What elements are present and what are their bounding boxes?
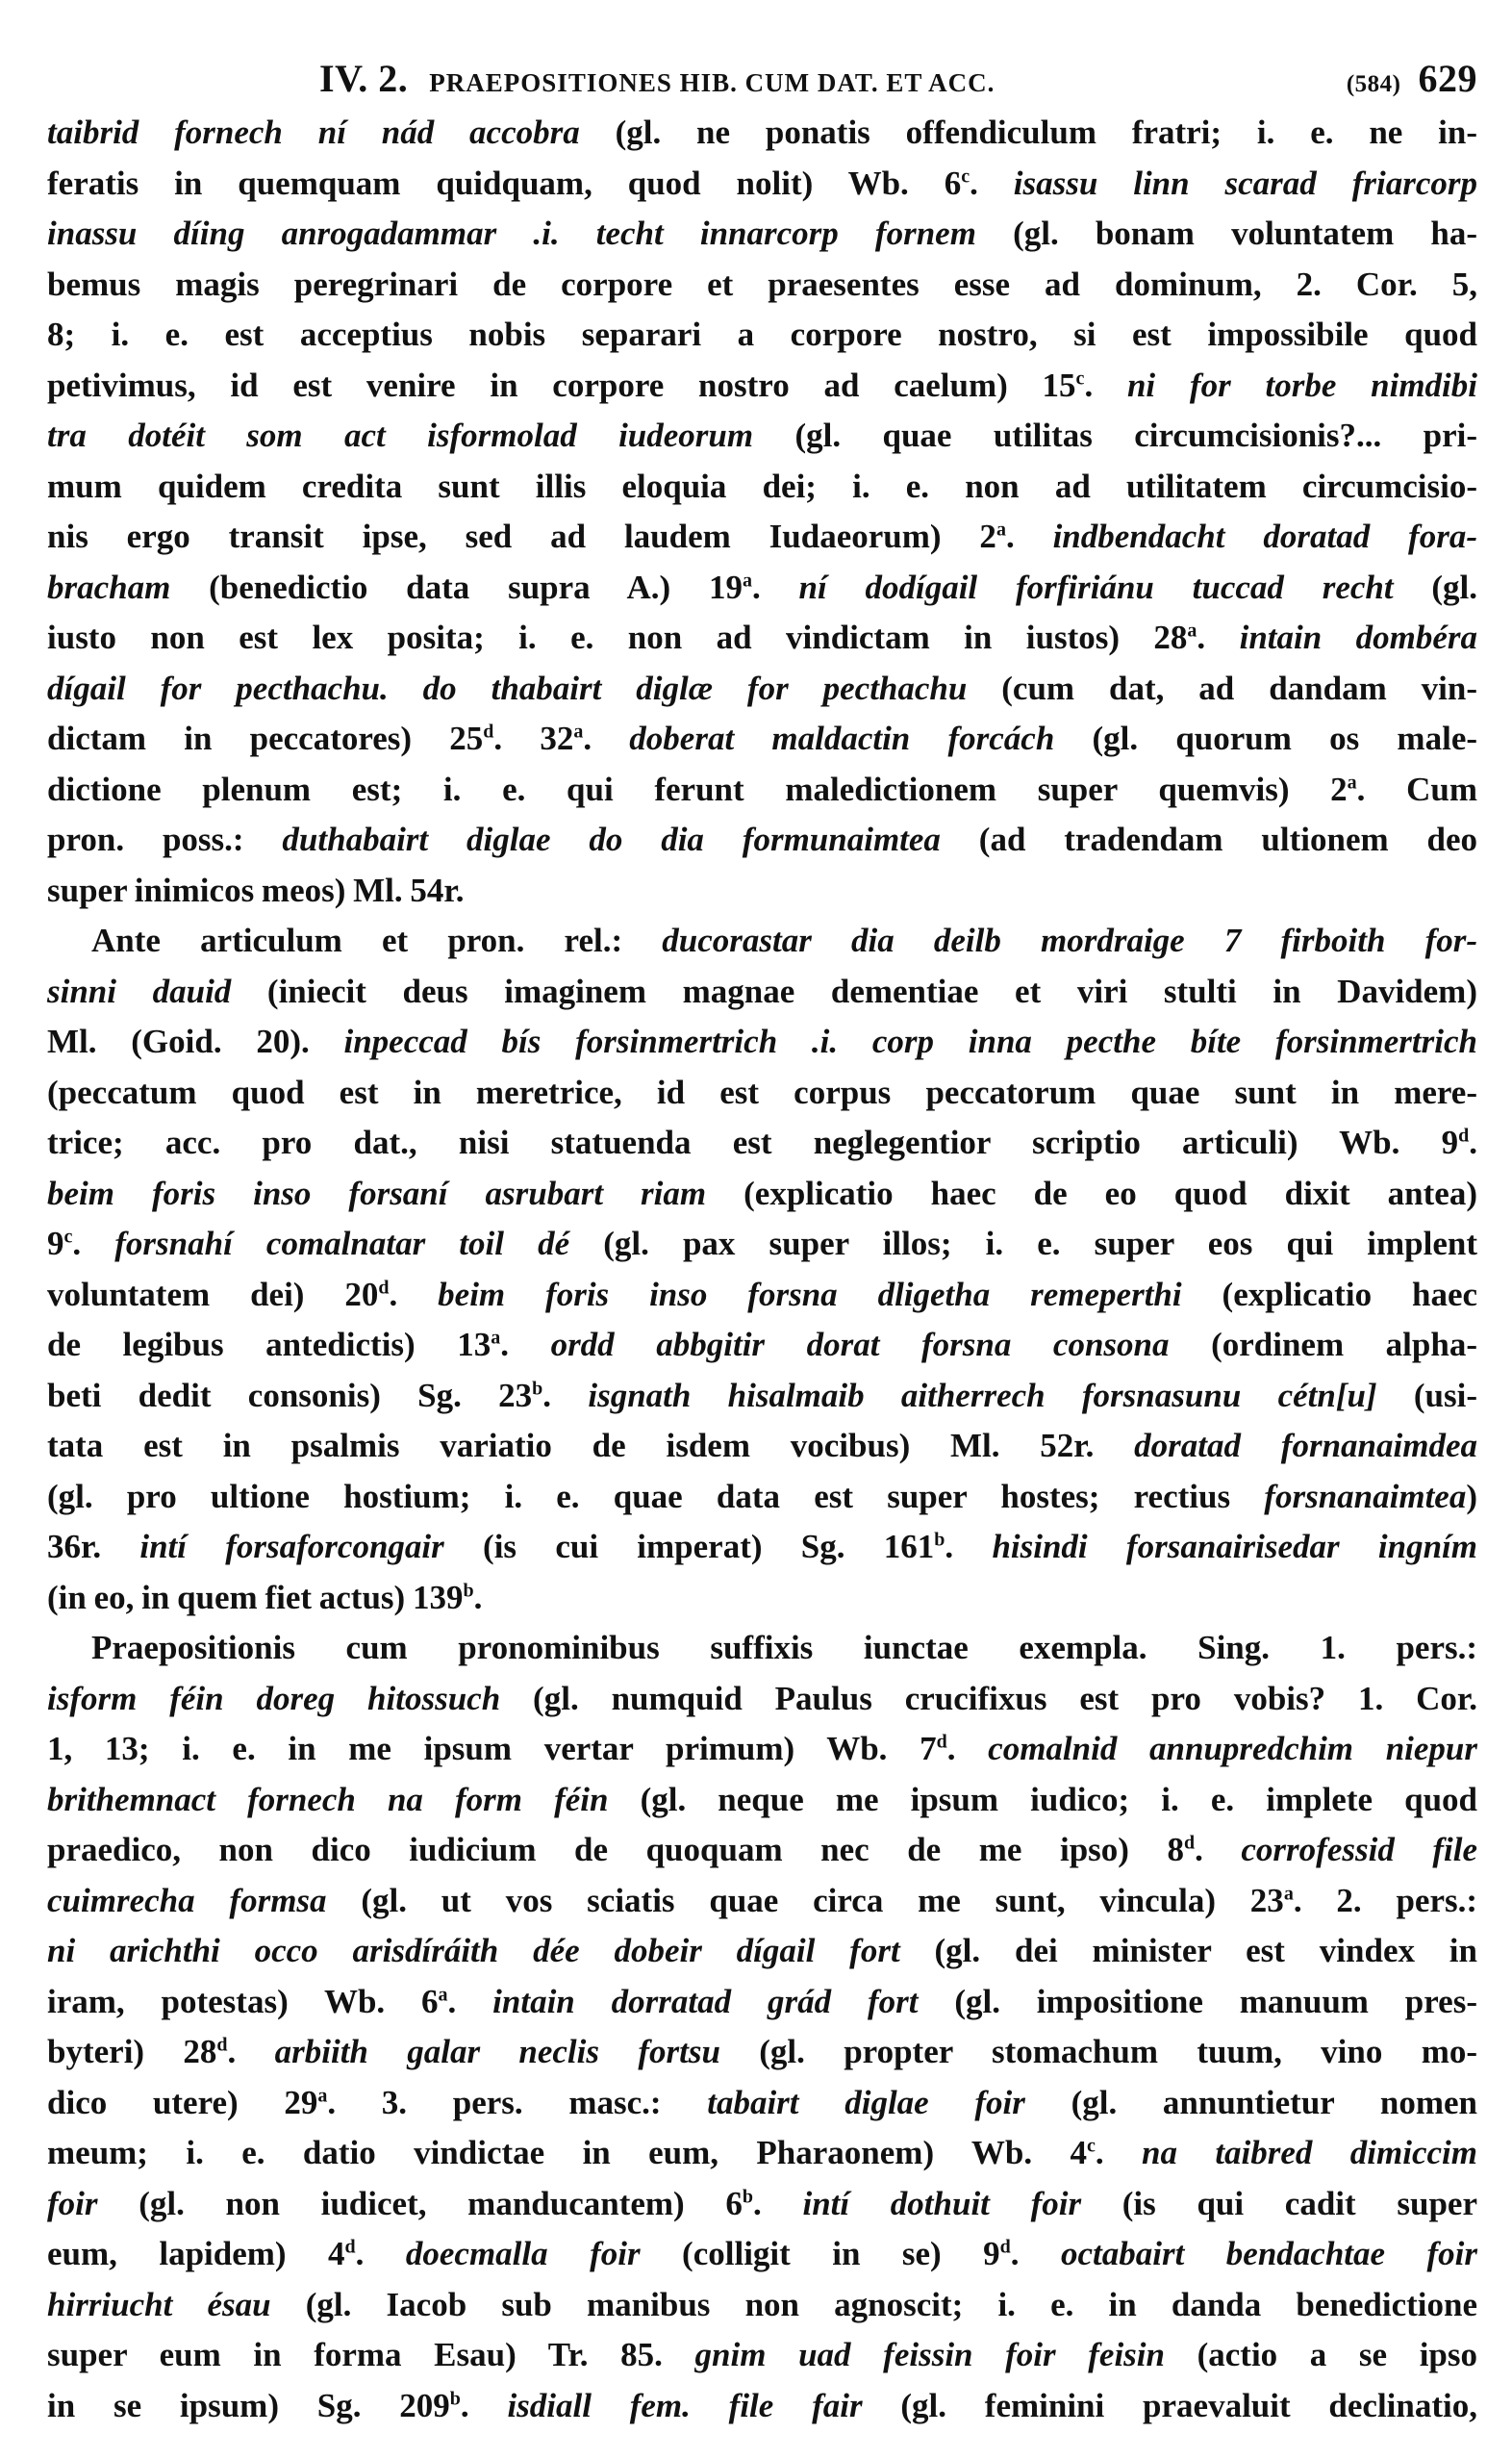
irish-citation: taibrid fornech ní nád accobra — [47, 114, 580, 151]
latin-gloss-text: . 3. pers. masc.: — [327, 2083, 708, 2121]
irish-citation: na taibred dimiccim — [1141, 2134, 1478, 2171]
irish-citation: dígail for pecthachu. do thabairt diglæ for pecthachu — [47, 669, 968, 707]
latin-gloss-text: . — [355, 2235, 406, 2272]
latin-gloss-text: (colligit in se) 9 — [640, 2235, 1000, 2272]
text-line — [47, 209, 1477, 260]
irish-citation: intí dothuit foir — [802, 2184, 1082, 2222]
text-line — [47, 1118, 1477, 1169]
latin-gloss-text: feratis in quemquam quidquam, quod nolit) Wb. 6 — [47, 164, 962, 202]
text-line — [47, 108, 1477, 159]
latin-gloss-text: (ordinem alpha- — [1169, 1326, 1477, 1363]
latin-gloss-text: 36r. — [47, 1528, 140, 1565]
text-line — [47, 512, 1477, 563]
latin-gloss-text: (ad tradendam ultionem deo — [940, 821, 1477, 858]
latin-gloss-text: (gl. impositione manuum pres- — [918, 1982, 1477, 2020]
folio-column-superscript: a — [1187, 620, 1197, 642]
folio-column-superscript: a — [1283, 1882, 1294, 1904]
text-line — [47, 2330, 1477, 2381]
latin-gloss-text: nis ergo transit ipse, sed ad laudem Iudaeorum) 2 — [47, 518, 996, 555]
latin-gloss-text: . Cum — [1356, 770, 1477, 808]
irish-citation: tra dotéit som act isformolad iudeorum — [47, 417, 754, 454]
latin-gloss-text: . — [970, 164, 1014, 202]
latin-gloss-text: bemus magis peregrinari de corpore et praesentes esse ad dominum, 2. Cor. 5, — [47, 265, 1477, 303]
irish-citation: duthabairt diglae do dia formunaimtea — [282, 821, 941, 858]
latin-gloss-text: praedico, non dico iudicium de quoquam nec de me ipso) 8 — [47, 1831, 1184, 1868]
text-line — [47, 765, 1477, 816]
latin-gloss-text: . — [1005, 518, 1053, 555]
latin-gloss-text: 9 — [47, 1225, 64, 1262]
body-text — [47, 108, 1477, 2431]
text-line — [47, 1977, 1477, 2028]
text-line — [47, 2027, 1477, 2078]
text-line — [47, 1926, 1477, 1977]
latin-gloss-text: (gl. quae utilitas circumcisionis?... pri- — [753, 417, 1477, 454]
text-line — [47, 1522, 1477, 1573]
irish-citation: isform féin doreg hitossuch — [47, 1679, 501, 1717]
irish-citation: arbiith galar neclis fortsu — [274, 2033, 720, 2070]
latin-gloss-text: (is cui imperat) Sg. 161 — [443, 1528, 935, 1565]
latin-gloss-text: eum, lapidem) 4 — [47, 2235, 345, 2272]
latin-gloss-text: Ml. (Goid. 20). — [47, 1023, 344, 1060]
text-line — [47, 1472, 1477, 1523]
irish-citation: doratad fornanaimdea — [1134, 1427, 1477, 1464]
latin-gloss-text: . — [389, 1275, 439, 1313]
text-line — [47, 1320, 1477, 1371]
original-page-number: (584) — [1346, 71, 1401, 97]
text-line — [47, 1371, 1477, 1422]
text-line — [47, 2179, 1477, 2230]
latin-gloss-text: (explicatio haec — [1181, 1275, 1478, 1313]
latin-gloss-text: Ante articulum et pron. rel.: — [91, 922, 663, 959]
text-line — [47, 1017, 1477, 1068]
latin-gloss-text: . — [1197, 619, 1240, 656]
latin-gloss-text: (gl. — [1393, 568, 1477, 606]
irish-citation: sinni dauid — [47, 972, 232, 1010]
folio-column-superscript: d — [483, 721, 494, 743]
folio-column-superscript: a — [573, 721, 584, 743]
irish-citation: doberat maldactin forcách — [629, 720, 1055, 757]
irish-citation: ducorastar dia deilb mordraige 7 firboith for- — [662, 922, 1477, 959]
text-line — [47, 1825, 1477, 1876]
folio-column-superscript: c — [1086, 2135, 1096, 2157]
text-line — [47, 411, 1477, 462]
irish-citation: corrofessid file — [1241, 1831, 1477, 1868]
folio-column-superscript: a — [742, 569, 752, 591]
latin-gloss-text: (usi- — [1376, 1376, 1478, 1414]
text-line — [47, 1219, 1477, 1270]
folio-column-superscript: d — [216, 2034, 228, 2056]
text-line — [47, 2229, 1477, 2280]
irish-citation: cuimrecha formsa — [47, 1881, 327, 1919]
folio-column-superscript: d — [344, 2236, 356, 2258]
text-line — [47, 462, 1477, 513]
latin-gloss-text: (benedictio data supra A.) 19 — [170, 568, 743, 606]
folio-column-superscript: a — [317, 2084, 328, 2106]
latin-gloss-text: dico utere) 29 — [47, 2083, 318, 2121]
latin-gloss-text: . — [460, 2386, 508, 2424]
folio-column-superscript: a — [438, 1983, 448, 2005]
irish-citation: forsnanaimtea — [1264, 1477, 1467, 1515]
latin-gloss-text: (gl. dei minister est vindex in — [899, 1932, 1477, 1969]
latin-gloss-text: ) — [1466, 1477, 1477, 1515]
latin-gloss-text: 1, 13; i. e. in me ipsum vertar primum) Wb. 7 — [47, 1730, 937, 1767]
running-header — [319, 56, 1477, 110]
latin-gloss-text: . — [542, 1376, 589, 1414]
latin-gloss-text: iram, potestas) Wb. 6 — [47, 1982, 439, 2020]
latin-gloss-text: super eum in forma Esau) Tr. 85. — [47, 2336, 695, 2373]
latin-gloss-text: . — [1469, 1124, 1477, 1161]
folio-column-superscript: b — [532, 1377, 543, 1399]
folio-column-superscript: a — [1347, 771, 1357, 793]
latin-gloss-text: . — [500, 1326, 551, 1363]
folio-column-superscript: b — [742, 2185, 754, 2207]
irish-citation: isgnath hisalmaib aitherrech forsnasunu cétn[u] — [588, 1376, 1377, 1414]
latin-gloss-text: (cum dat, ad dandam vin- — [967, 669, 1478, 707]
irish-citation: gnim uad feissin foir feisin — [694, 2336, 1165, 2373]
text-line — [47, 310, 1477, 361]
folio-column-superscript: c — [1075, 367, 1085, 389]
folio-column-superscript: a — [491, 1327, 501, 1349]
latin-gloss-text: . — [227, 2033, 275, 2070]
latin-gloss-text: Praepositionis cum pronominibus suffixis iunctae exempla. Sing. 1. pers.: — [91, 1629, 1477, 1666]
latin-gloss-text: . — [945, 1528, 993, 1565]
text-line — [47, 1169, 1477, 1220]
latin-gloss-text: iusto non est lex posita; i. e. non ad vindictam in iustos) 28 — [47, 619, 1188, 656]
latin-gloss-text: . — [751, 568, 799, 606]
text-line — [47, 1775, 1477, 1826]
text-line — [47, 815, 1477, 866]
irish-citation: intí forsaforcongair — [139, 1528, 444, 1565]
latin-gloss-text: (gl. annuntietur nomen — [1024, 2083, 1477, 2121]
latin-gloss-text: 8; i. e. est acceptius nobis separari a corpore nostro, si est impossibile quod — [47, 316, 1477, 353]
latin-gloss-text: . — [946, 1730, 989, 1767]
irish-citation: inpeccad bís forsinmertrich .i. corp inna pecthe bíte forsinmertrich — [343, 1023, 1477, 1060]
latin-gloss-text: (peccatum quod est in meretrice, id est corpus peccatorum quae sunt in mere- — [47, 1073, 1477, 1111]
irish-citation: beim foris inso forsaní asrubart riam — [47, 1174, 707, 1212]
irish-citation: brithemnact fornech na form féin — [47, 1780, 609, 1818]
latin-gloss-text: . — [583, 720, 630, 757]
latin-gloss-text: super inimicos meos) Ml. 54r. — [47, 871, 465, 909]
text-line — [47, 361, 1477, 412]
latin-gloss-text: dictam in peccatores) 25 — [47, 720, 484, 757]
latin-gloss-text: (actio a se ipso — [1164, 2336, 1477, 2373]
latin-gloss-text: de legibus antedictis) 13 — [47, 1326, 491, 1363]
irish-citation: comalnid annupredchim niepur — [988, 1730, 1478, 1767]
text-line — [47, 714, 1477, 765]
running-title: PRAEPOSITIONES HIB. CUM DAT. ET ACC. — [429, 68, 995, 97]
latin-gloss-text: byteri) 28 — [47, 2033, 217, 2070]
latin-gloss-text: (explicatio haec de eo quod dixit antea) — [706, 1174, 1477, 1212]
text-line — [47, 2280, 1477, 2331]
text-line — [47, 2128, 1477, 2179]
latin-gloss-text: in se ipsum) Sg. 209 — [47, 2386, 450, 2424]
latin-gloss-text: (gl. pax super illos; i. e. super eos qui implent — [569, 1225, 1477, 1262]
latin-gloss-text: meum; i. e. datio vindictae in eum, Pharaonem) Wb. 4 — [47, 2134, 1087, 2171]
folio-column-superscript: c — [961, 165, 970, 187]
text-line — [47, 1623, 1477, 1674]
latin-gloss-text: . — [1095, 2134, 1142, 2171]
latin-gloss-text: . — [1195, 1831, 1242, 1868]
latin-gloss-text: (is qui cadit super — [1081, 2184, 1477, 2222]
irish-citation: tabairt diglae foir — [707, 2083, 1025, 2121]
latin-gloss-text: (gl. ne ponatis offendiculum fratri; i. e. ne in- — [579, 114, 1477, 151]
text-line — [47, 1573, 1477, 1624]
irish-citation: isdiall fem. file fair — [507, 2386, 863, 2424]
latin-gloss-text: voluntatem dei) 20 — [47, 1275, 379, 1313]
folio-column-superscript: c — [63, 1226, 73, 1248]
latin-gloss-text: . — [1010, 2235, 1062, 2272]
irish-citation: indbendacht doratad fora- — [1052, 518, 1477, 555]
text-line — [47, 1421, 1477, 1472]
latin-gloss-text: . — [473, 1578, 483, 1616]
latin-gloss-text: . — [1084, 366, 1127, 404]
latin-gloss-text: dictione plenum est; i. e. qui ferunt maledictionem super quemvis) 2 — [47, 770, 1348, 808]
irish-citation: ordd abbgitir dorat forsna consona — [550, 1326, 1170, 1363]
text-line — [47, 2381, 1477, 2432]
latin-gloss-text: . 2. pers.: — [1293, 1881, 1477, 1919]
latin-gloss-text: (gl. quorum os male- — [1054, 720, 1478, 757]
irish-citation: isassu linn scarad friarcorp — [1013, 164, 1478, 202]
latin-gloss-text: . 32 — [493, 720, 574, 757]
text-line — [47, 260, 1477, 311]
text-line — [47, 2078, 1477, 2129]
irish-citation: octabairt bendachtae foir — [1061, 2235, 1478, 2272]
latin-gloss-text: (iniecit deus imaginem magnae dementiae et viri stulti in Davidem) — [231, 972, 1477, 1010]
text-line — [47, 664, 1477, 715]
folio-column-superscript: d — [1183, 1832, 1196, 1854]
page-number: 629 — [1418, 57, 1477, 100]
folio-column-superscript: d — [936, 1731, 947, 1753]
text-line — [47, 916, 1477, 967]
latin-gloss-text: (gl. pro ultione hostium; i. e. quae data est super hostes; rectius — [47, 1477, 1265, 1515]
irish-citation: ni arichthi occo arisdíráith dée dobeir dígail fort — [47, 1932, 900, 1969]
latin-gloss-text: . — [753, 2184, 803, 2222]
latin-gloss-text: (gl. feminini praevaluit declinatio, — [862, 2386, 1477, 2424]
latin-gloss-text: (gl. bonam voluntatem ha- — [975, 215, 1477, 252]
latin-gloss-text: (gl. ut vos sciatis quae circa me sunt, vincula) 23 — [326, 1881, 1284, 1919]
irish-citation: foir — [47, 2184, 98, 2222]
folio-column-superscript: d — [378, 1276, 390, 1298]
latin-gloss-text: . — [72, 1225, 115, 1262]
latin-gloss-text: trice; acc. pro dat., nisi statuenda est neglegentior scriptio articuli) Wb. 9 — [47, 1124, 1459, 1161]
latin-gloss-text: (gl. propter stomachum tuum, vino mo- — [719, 2033, 1478, 2070]
irish-citation: doecmalla foir — [405, 2235, 641, 2272]
irish-citation: inassu díing anrogadammar .i. techt innarcorp fornem — [47, 215, 976, 252]
latin-gloss-text: (in eo, in quem fiet actus) 139 — [47, 1578, 464, 1616]
folio-column-superscript: b — [934, 1529, 945, 1551]
irish-citation: ni for torbe nimdibi — [1126, 366, 1477, 404]
latin-gloss-text: pron. poss.: — [47, 821, 283, 858]
text-line — [47, 613, 1477, 664]
text-line — [47, 1876, 1477, 1927]
text-line — [47, 967, 1477, 1018]
irish-citation: hirriucht ésau — [47, 2285, 271, 2323]
irish-citation: beim foris inso forsna dligetha remeperthi — [438, 1275, 1182, 1313]
latin-gloss-text: petivimus, id est venire in corpore nostro ad caelum) 15 — [47, 366, 1076, 404]
text-line — [47, 563, 1477, 614]
latin-gloss-text: beti dedit consonis) Sg. 23 — [47, 1376, 533, 1414]
irish-citation: intain dombéra — [1239, 619, 1477, 656]
folio-column-superscript: d — [1458, 1125, 1470, 1147]
text-line — [47, 1674, 1477, 1725]
folio-column-superscript: d — [999, 2236, 1011, 2258]
folio-column-superscript: b — [463, 1579, 474, 1601]
text-line — [47, 866, 1477, 917]
irish-citation: hisindi forsanairisedar ingním — [992, 1528, 1478, 1565]
folio-column-superscript: a — [995, 519, 1006, 541]
latin-gloss-text: (gl. Iacob sub manibus non agnoscit; i. e. in danda benedictione — [270, 2285, 1478, 2323]
latin-gloss-text: mum quidem credita sunt illis eloquia dei; i. e. non ad utilitatem circumcisio- — [47, 467, 1477, 505]
irish-citation: intain dorratad grád fort — [492, 1982, 919, 2020]
irish-citation: forsnahí comalnatar toil dé — [114, 1225, 570, 1262]
irish-citation: bracham — [47, 568, 171, 606]
irish-citation: ní dodígail forfiriánu tuccad recht — [798, 568, 1394, 606]
latin-gloss-text: tata est in psalmis variatio de isdem vocibus) Ml. 52r. — [47, 1427, 1135, 1464]
text-line — [47, 159, 1477, 210]
folio-column-superscript: b — [449, 2387, 461, 2409]
section-number: IV. 2. — [319, 57, 409, 100]
text-line — [47, 1068, 1477, 1119]
latin-gloss-text: (gl. numquid Paulus crucifixus est pro vobis? 1. Cor. — [500, 1679, 1477, 1717]
latin-gloss-text: (gl. neque me ipsum iudico; i. e. implete quod — [608, 1780, 1477, 1818]
latin-gloss-text: . — [447, 1982, 493, 2020]
text-line — [47, 1724, 1477, 1775]
latin-gloss-text: (gl. non iudicet, manducantem) 6 — [97, 2184, 743, 2222]
text-line — [47, 1270, 1477, 1321]
